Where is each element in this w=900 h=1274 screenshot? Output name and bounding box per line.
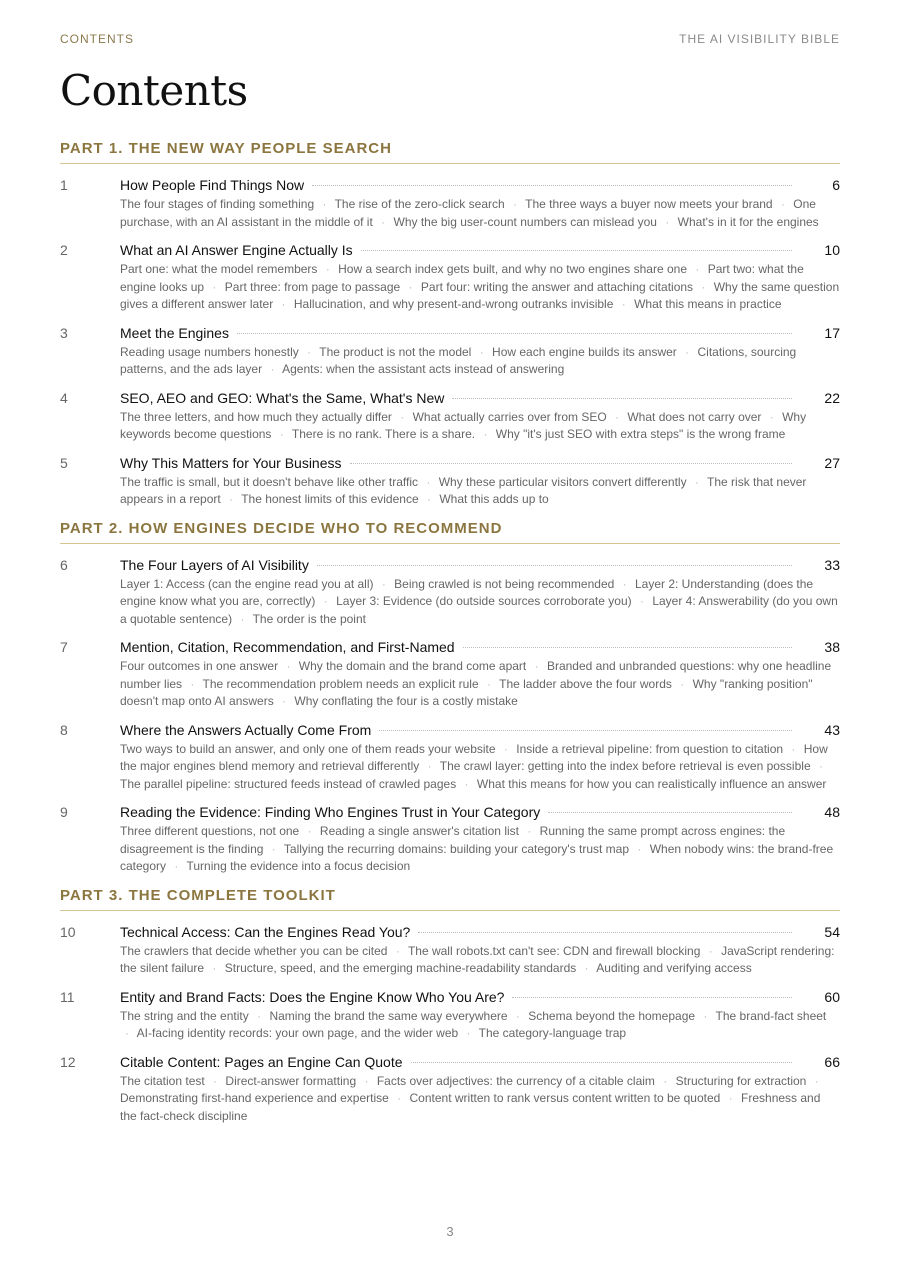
topic-separator: · [270, 362, 275, 376]
topic-item: Tallying the recurring domains: building your category's trust map [283, 841, 630, 856]
topic-item: How a search index gets built, and why no two engines share one [338, 262, 688, 276]
topic-separator: · [621, 297, 626, 311]
toc-entry[interactable] [60, 801, 840, 876]
topic-separator: · [615, 409, 620, 424]
topic-item: Why keywords become questions [120, 409, 807, 441]
chapter-body [120, 1051, 840, 1126]
topic-item: Part one: what the model remembers [120, 262, 318, 276]
chapter-title-line [120, 322, 840, 344]
topic-separator: · [694, 474, 699, 489]
chapter-topics [120, 741, 840, 794]
topic-item: There is no rank. There is a share. [291, 427, 476, 441]
chapter-page-number: 22 [824, 389, 840, 406]
chapter-title-link[interactable]: SEO, AEO and GEO: What's the Same, What's New [120, 389, 445, 406]
topic-item: The crawlers that decide whether you can be cited [120, 943, 388, 958]
chapter-title-link[interactable]: Why This Matters for Your Business [120, 454, 342, 471]
topic-separator: · [426, 474, 431, 489]
topic-separator: · [397, 1091, 402, 1105]
topic-item: Auditing and verifying access [596, 961, 752, 975]
topic-item: Layer 3: Evidence (do outside sources corroborate you) [336, 594, 632, 608]
dot-leader [418, 932, 792, 933]
topic-item: What this means for how you can realistically influence an answer [476, 776, 827, 791]
topic-separator: · [279, 427, 284, 441]
dot-leader [548, 812, 792, 813]
topic-item: Reading usage numbers honestly [120, 344, 299, 359]
chapter-body [120, 636, 840, 711]
topic-item: Why conflating the four is a costly mistake [294, 694, 518, 708]
topic-separator: · [769, 409, 774, 424]
topic-separator: · [381, 214, 386, 229]
topic-separator: · [427, 759, 432, 773]
page-title: Contents [60, 66, 248, 115]
topic-item: One purchase, with an AI assistant in the middle of it [120, 197, 816, 229]
chapter-page-number: 33 [824, 556, 840, 573]
topic-separator: · [780, 197, 785, 211]
chapter-title-link[interactable]: Where the Answers Actually Come From [120, 721, 372, 738]
topic-separator: · [307, 824, 312, 838]
chapter-topics [120, 261, 840, 314]
toc-entry[interactable] [60, 636, 840, 711]
topic-item: The brand-fact sheet [715, 1008, 827, 1023]
toc-entry[interactable] [60, 921, 840, 978]
chapter-title-line [120, 239, 840, 261]
chapter-title-link[interactable]: Meet the Engines [120, 324, 229, 341]
topic-item: Layer 2: Understanding (does the engine know what you are, correctly) [120, 576, 814, 608]
topic-item: Why the same question gives a different answer later [120, 279, 840, 311]
topic-item: The honest limits of this evidence [241, 492, 419, 506]
topic-item: Being crawled is not being recommended [394, 576, 615, 591]
chapter-title-line [120, 801, 840, 823]
dot-leader [361, 250, 792, 251]
chapter-topics [120, 576, 840, 629]
topic-separator: · [513, 197, 517, 211]
topic-separator: · [584, 961, 589, 975]
topic-separator: · [257, 1008, 262, 1023]
topic-item: What this adds up to [439, 492, 549, 506]
chapter-title-line [120, 636, 840, 658]
topic-separator: · [701, 279, 706, 294]
toc-entry[interactable] [60, 387, 840, 444]
topic-item: The product is not the model [319, 344, 472, 359]
topic-separator: · [400, 409, 405, 424]
chapter-body [120, 801, 840, 876]
chapter-number: 5 [60, 454, 68, 471]
chapter-title-line [120, 1051, 840, 1073]
chapter-number: 2 [60, 242, 68, 258]
chapter-page-number: 43 [824, 721, 840, 738]
topic-separator: · [271, 841, 276, 856]
topic-item: Part four: writing the answer and attaching citations [420, 279, 694, 294]
topic-item: Reading a single answer's citation list [319, 824, 519, 838]
topic-item: The order is the point [252, 611, 366, 626]
chapter-title-line [120, 452, 840, 474]
table-of-contents [60, 140, 840, 1133]
chapter-page-number: 60 [824, 988, 840, 1005]
dot-leader [452, 398, 792, 399]
topic-separator: · [637, 841, 642, 856]
topic-item: Naming the brand the same way everywhere [269, 1008, 508, 1023]
chapter-title-line [120, 387, 840, 409]
chapter-number: 6 [60, 556, 68, 573]
topic-separator: · [791, 741, 796, 756]
topic-item: Schema beyond the homepage [528, 1008, 696, 1023]
toc-entry[interactable] [60, 986, 840, 1043]
topic-separator: · [515, 1008, 520, 1023]
topic-item: Part three: from page to passage [224, 279, 401, 294]
topic-item: The four stages of finding something [120, 197, 315, 211]
chapter-page-number: 38 [824, 639, 840, 655]
dot-leader [512, 997, 792, 998]
topic-separator: · [125, 1026, 129, 1040]
chapter-title-link[interactable]: Citable Content: Pages an Engine Can Quote [120, 1053, 403, 1070]
topic-separator: · [364, 1073, 369, 1088]
topic-separator: · [622, 576, 627, 591]
toc-entry[interactable] [60, 554, 840, 629]
chapter-title-link[interactable]: The Four Layers of AI Visibility [120, 556, 309, 573]
topic-item: Freshness and the fact-check discipline [120, 1091, 821, 1123]
chapter-body [120, 921, 840, 978]
topic-separator: · [426, 492, 431, 506]
topic-item: The string and the entity [120, 1008, 249, 1023]
topic-item: The three ways a buyer now meets your brand [525, 197, 773, 211]
topic-item: The wall robots.txt can't see: CDN and firewall blocking [407, 943, 701, 958]
topic-item: Part two: what the engine looks up [120, 262, 804, 294]
topic-separator: · [307, 344, 312, 359]
chapter-body [120, 174, 840, 231]
chapter-page-number: 17 [824, 324, 840, 341]
dot-leader [350, 463, 793, 464]
chapter-topics [120, 943, 840, 978]
chapter-title-link[interactable]: Mention, Citation, Recommendation, and First-Named [120, 639, 455, 655]
topic-separator: · [240, 611, 245, 626]
topic-separator: · [408, 279, 413, 294]
topic-separator: · [695, 262, 700, 276]
toc-entry[interactable] [60, 322, 840, 379]
chapter-title-link[interactable]: Reading the Evidence: Finding Who Engines Trust in Your Category [120, 804, 541, 820]
chapter-body [120, 322, 840, 379]
chapter-page-number: 66 [824, 1053, 840, 1070]
dot-leader [411, 1062, 792, 1063]
chapter-topics [120, 409, 840, 444]
topic-item: JavaScript rendering: the silent failure [120, 943, 835, 975]
topic-item: Citations, sourcing patterns, and the ads layer [120, 344, 797, 376]
running-header-section: CONTENTS [60, 32, 134, 46]
topic-item: Layer 1: Access (can the engine read you at all) [120, 576, 374, 591]
topic-separator: · [708, 943, 713, 958]
toc-entry[interactable] [60, 239, 840, 314]
chapter-body [120, 452, 840, 509]
topic-item: Two ways to build an answer, and only one of them reads your website [120, 741, 496, 756]
topic-separator: · [395, 943, 400, 958]
topic-item: Structure, speed, and the emerging machine-readability standards [224, 961, 577, 975]
chapter-body [120, 239, 840, 314]
part-heading: PART 2. HOW ENGINES DECIDE WHO TO RECOMMEND [60, 520, 840, 544]
chapter-title-line [120, 986, 840, 1008]
toc-part [60, 140, 840, 509]
dot-leader [312, 185, 792, 186]
topic-item: The citation test [120, 1073, 205, 1088]
topic-separator: · [663, 1073, 668, 1088]
chapter-topics [120, 474, 840, 509]
chapter-number: 11 [60, 988, 75, 1005]
topic-item: Why the domain and the brand come apart [298, 659, 527, 673]
chapter-number: 12 [60, 1053, 76, 1070]
chapter-topics [120, 1008, 840, 1043]
topic-item: The three letters, and how much they actually differ [120, 409, 392, 424]
topic-separator: · [229, 492, 234, 506]
topic-separator: · [322, 197, 327, 211]
topic-item: Turning the evidence into a focus decision [186, 859, 411, 873]
dot-leader [317, 565, 792, 566]
topic-separator: · [814, 1073, 819, 1088]
chapter-title-line [120, 174, 840, 196]
page-number: 3 [446, 1224, 454, 1239]
chapter-body [120, 719, 840, 794]
topic-item: Running the same prompt across engines: the disagreement is the finding [120, 824, 786, 856]
chapter-number: 7 [60, 639, 68, 655]
dot-leader [463, 647, 792, 648]
topic-item: How each engine builds its answer [492, 344, 677, 359]
topic-item: The recommendation problem needs an explicit rule [202, 676, 479, 691]
chapter-title-link[interactable]: Entity and Brand Facts: Does the Engine Know Who You Are? [120, 988, 505, 1005]
topic-separator: · [212, 961, 217, 975]
chapter-number: 8 [60, 721, 68, 738]
toc-part [60, 887, 840, 1126]
chapter-title-link[interactable]: Technical Access: Can the Engines Read You? [120, 923, 411, 940]
topic-separator: · [281, 297, 286, 311]
chapter-number: 3 [60, 324, 68, 341]
topic-separator: · [282, 694, 287, 708]
chapter-topics [120, 658, 840, 711]
topic-item: When nobody wins: the brand-free category [120, 841, 834, 873]
chapter-topics [120, 344, 840, 379]
topic-item: Structuring for extraction [675, 1073, 807, 1088]
chapter-page-number: 48 [824, 804, 840, 820]
toc-entry[interactable] [60, 719, 840, 794]
chapter-number: 9 [60, 804, 68, 820]
toc-part [60, 520, 840, 876]
topic-item: Facts over adjectives: the currency of a citable claim [376, 1073, 655, 1088]
topic-separator: · [487, 676, 491, 691]
chapter-page-number: 10 [824, 242, 840, 258]
topic-item: Layer 4: Answerability (do you own a quotable sentence) [120, 594, 838, 626]
topic-item: The crawl layer: getting into the index before retrieval is even possible [439, 759, 811, 773]
topic-separator: · [325, 262, 330, 276]
chapter-page-number: 54 [824, 923, 840, 940]
toc-entry[interactable] [60, 1051, 840, 1126]
topic-item: The risk that never appears in a report [120, 474, 807, 506]
topic-item: Three different questions, not one [120, 824, 300, 838]
topic-item: Hallucination, and why present-and-wrong outranks invisible [293, 297, 614, 311]
topic-separator: · [479, 344, 484, 359]
topic-item: What actually carries over from SEO [412, 409, 607, 424]
topic-separator: · [286, 659, 291, 673]
topic-item: Agents: when the assistant acts instead of answering [282, 362, 565, 376]
chapter-body [120, 986, 840, 1043]
topic-separator: · [728, 1091, 733, 1105]
topic-item: The rise of the zero-click search [334, 197, 505, 211]
topic-separator: · [323, 594, 328, 608]
topic-separator: · [680, 676, 685, 691]
topic-separator: · [483, 427, 488, 441]
topic-item: The parallel pipeline: structured feeds instead of crawled pages [120, 776, 457, 791]
topic-item: The category-language trap [478, 1026, 627, 1040]
topic-item: Why "it's just SEO with extra steps" is the wrong frame [495, 427, 786, 441]
topic-separator: · [381, 576, 386, 591]
chapter-title-link[interactable]: What an AI Answer Engine Actually Is [120, 242, 353, 258]
chapter-number: 10 [60, 923, 76, 940]
chapter-title-line [120, 921, 840, 943]
chapter-title-link[interactable]: How People Find Things Now [120, 177, 305, 193]
running-header [60, 32, 840, 46]
topic-item: Direct-answer formatting [225, 1073, 357, 1088]
chapter-page-number: 6 [832, 177, 840, 193]
chapter-title-line [120, 554, 840, 576]
part-heading: PART 3. THE COMPLETE TOOLKIT [60, 887, 840, 911]
topic-separator: · [174, 859, 179, 873]
topic-separator: · [527, 824, 532, 838]
topic-item: AI-facing identity records: your own page, and the wider web [136, 1026, 459, 1040]
topic-item: Inside a retrieval pipeline: from question to citation [516, 741, 784, 756]
topic-separator: · [534, 659, 539, 673]
topic-item: The ladder above the four words [499, 676, 672, 691]
topic-item: Demonstrating first-hand experience and expertise [120, 1091, 389, 1105]
topic-separator: · [665, 214, 670, 229]
toc-entry[interactable] [60, 452, 840, 509]
chapter-topics [120, 823, 840, 876]
topic-separator: · [212, 279, 217, 294]
dot-leader [379, 730, 792, 731]
topic-separator: · [818, 759, 823, 773]
topic-item: The traffic is small, but it doesn't behave like other traffic [120, 474, 418, 489]
topic-item: How the major engines blend memory and retrieval differently [120, 741, 828, 773]
chapter-title-line [120, 719, 840, 741]
chapter-topics [120, 196, 840, 231]
topic-separator: · [213, 1073, 218, 1088]
topic-item: Four outcomes in one answer [120, 659, 279, 673]
topic-item: Branded and unbranded questions: why one headline number lies [120, 659, 832, 691]
chapter-topics [120, 1073, 840, 1126]
dot-leader [237, 333, 792, 334]
topic-separator: · [190, 676, 195, 691]
chapter-number: 1 [60, 177, 68, 193]
topic-separator: · [639, 594, 644, 608]
topic-item: What's in it for the engines [677, 214, 819, 229]
topic-separator: · [703, 1008, 708, 1023]
chapter-body [120, 554, 840, 629]
topic-separator: · [503, 741, 508, 756]
topic-item: What this means in practice [634, 297, 782, 311]
topic-separator: · [464, 776, 469, 791]
topic-separator: · [466, 1026, 471, 1040]
topic-separator: · [685, 344, 690, 359]
topic-item: Why "ranking position" doesn't map onto AI answers [120, 676, 813, 708]
chapter-number: 4 [60, 389, 68, 406]
part-heading: PART 1. THE NEW WAY PEOPLE SEARCH [60, 140, 840, 164]
chapter-page-number: 27 [824, 454, 840, 471]
topic-item: What does not carry over [627, 409, 762, 424]
chapter-body [120, 387, 840, 444]
topic-item: Content written to rank versus content written to be quoted [409, 1091, 721, 1105]
document-page [60, 0, 840, 1274]
topic-item: Why these particular visitors convert differently [438, 474, 687, 489]
toc-entry[interactable] [60, 174, 840, 231]
running-header-book-title: THE AI VISIBILITY BIBLE [679, 32, 840, 46]
topic-item: Why the big user-count numbers can mislead you [393, 214, 657, 229]
